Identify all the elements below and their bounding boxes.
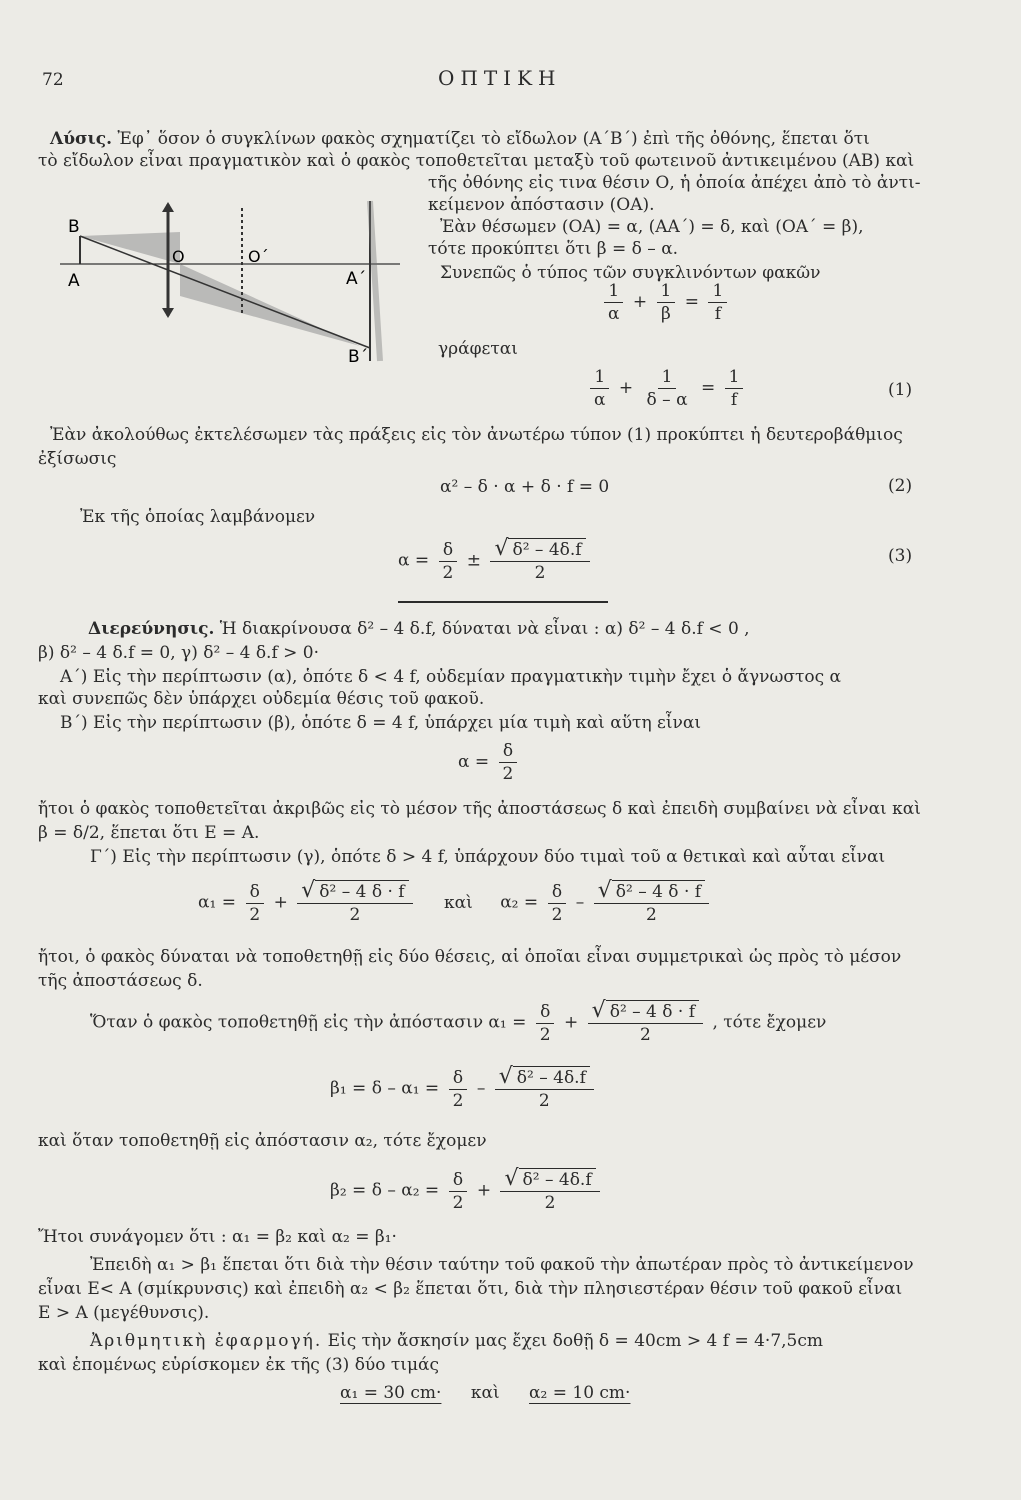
lens-diagram — [60, 196, 410, 366]
grafetai-text: γράφεται — [438, 339, 518, 359]
ray-line — [80, 236, 370, 348]
discussion-line-4: καὶ συνεπῶς δὲν ὑπάρχει οὐδεμία θέσις τοῦ φακοῦ. — [38, 689, 485, 709]
discussion-line-12: καὶ ὅταν τοποθετηθῇ εἰς ἀπόστασιν α₂, τότε ἔχομεν — [38, 1131, 487, 1151]
equation-2: α² – δ · α + δ · f = 0 — [440, 477, 610, 497]
equation-1: $\frac{1}{\alpha}$ + $\frac{1}{\delta - \alpha}$ = $\frac{1}{f}$ — [586, 366, 747, 411]
discussion-line-13: Ἤτοι συνάγομεν ὅτι : α₁ = β₂ καὶ α₂ = β₁· — [38, 1227, 397, 1247]
discussion-line-16: Ε > Α (μεγέθυνσις). — [38, 1303, 210, 1323]
solution-line-9: ἐξίσωσις — [38, 449, 117, 469]
discussion-line-10: τῆς ἀποστάσεως δ. — [38, 971, 203, 991]
discussion-line-8: Γ΄) Εἰς τὴν περίπτωσιν (γ), ὁπότε δ > 4 f, ὑπάρχουν δύο τιμαὶ τοῦ α θετικαὶ καὶ αὗται εἶναι — [90, 847, 886, 867]
equation-1-number: (1) — [888, 380, 913, 400]
discussion-line-9: ἤτοι, ὁ φακὸς δύναται νὰ τοποθετηθῇ εἰς δύο θέσεις, αἱ ὁποῖαι εἶναι συμμετρικαὶ ὡς πρὸς τὸ μέσον — [38, 947, 902, 967]
result-kai: καὶ — [470, 1383, 500, 1403]
equation-case-b: α = $\frac{\delta}{2}$ — [458, 740, 521, 785]
solution-line-3: τῆς ὀθόνης εἰς τινα θέσιν Ο, ἡ ὁποία ἀπέχει ἀπὸ τὸ ἀντι- — [428, 173, 921, 193]
result-a2: α₂ = 10 cm· — [529, 1383, 631, 1403]
discussion-line-2: β) δ² – 4 δ.f = 0, γ) δ² – 4 δ.f > 0· — [38, 643, 320, 663]
equation-3: α = $\frac{\delta}{2}$ ± $\frac{\text{√ δ² – 4δ.f}}{2}$ — [398, 538, 594, 584]
lens-bottom-arrow — [162, 308, 174, 318]
solution-line-6: τότε προκύπτει ὅτι β = δ – α. — [428, 239, 679, 259]
equation-2-number: (2) — [888, 476, 913, 496]
solution-line-7: Συνεπῶς ὁ τύπος τῶν συγκλινόντων φακῶν — [440, 263, 821, 283]
discussion-line-15: εἶναι Ε< Α (σμίκρυνσις) καὶ ἐπειδὴ α₂ < β₂ ἕπεται ὅτι, διὰ τὴν πλησιεστέραν θέσιν τοῦ φακοῦ εἶναι — [38, 1279, 903, 1299]
page-title: ΟΠΤΙΚΗ — [438, 66, 562, 90]
lens-formula: $\frac{1}{\alpha}$ + $\frac{1}{\beta}$ = $\frac{1}{f}$ — [600, 280, 731, 325]
label-A-prime: A΄ — [346, 269, 367, 289]
discussion-line-6: ἤτοι ὁ φακὸς τοποθετεῖται ἀκριβῶς εἰς τὸ μέσον τῆς ἀποστάσεως δ καὶ ἐπειδὴ συμβαίνει νὰ εἶναι καὶ — [38, 799, 921, 819]
lens-top-arrow — [162, 202, 174, 212]
discussion-line-3: Α΄) Εἰς τὴν περίπτωσιν (α), ὁπότε δ < 4 f, οὐδεμίαν πραγματικὴν τιμὴν ἔχει ὁ ἄγνωστος α — [60, 667, 842, 687]
discussion-line-7: β = δ/2, ἕπεται ὅτι Ε = Α. — [38, 823, 260, 843]
discussion-line-11: Ὅταν ὁ φακὸς τοποθετηθῇ εἰς τὴν ἀπόστασιν α₁ = $\frac{\delta}{2}$ + $\frac{\text{√ δ² – 4 δ · f}}{2}$ , τότε ἔχομεν — [90, 998, 827, 1045]
discussion-line-1 — [88, 618, 750, 640]
solution-line-2: τὸ εἴδωλον εἶναι πραγματικὸν καὶ ὁ φακὸς τοποθετεῖται μεταξὺ τοῦ φωτεινοῦ ἀντικειμένου (ΑΒ) καὶ — [38, 151, 915, 171]
discussion-heading: Διερεύνησις. — [88, 619, 215, 639]
discussion-line-17 — [90, 1330, 823, 1352]
discussion-text: Ἡ διακρίνουσα δ² – 4 δ.f, δύναται νὰ εἶναι : α) δ² – 4 δ.f < 0 , — [219, 619, 750, 639]
solution-line-8: Ἐὰν ἀκολούθως ἐκτελέσωμεν τὰς πράξεις εἰς τὸν ἀνωτέρω τύπον (1) προκύπτει ἡ δευτεροβάθμιος — [50, 425, 903, 445]
label-O: O — [172, 247, 185, 266]
light-beam — [80, 232, 360, 346]
solution-line-10: Ἐκ τῆς ὁποίας λαμβάνομεν — [80, 507, 316, 527]
solution-heading: Λύσις. — [50, 129, 113, 149]
solution-text: Ἐφ᾿ ὅσον ὁ συγκλίνων φακὸς σχηματίζει τὸ εἴδωλον (Α΄Β΄) ἐπὶ τῆς ὀθόνης, ἕπεται ὅτι — [117, 129, 870, 149]
label-B: B — [68, 217, 80, 237]
label-B-prime: B΄ — [348, 347, 369, 366]
discussion-line-18: καὶ ἑπομένως εὑρίσκομεν ἐκ τῆς (3) δύο τιμάς — [38, 1355, 440, 1375]
label-O-prime: O΄ — [248, 247, 269, 266]
equation-a1-a2: α₁ = $\frac{\delta}{2}$ + $\frac{\text{√ δ² – 4 δ · f}}{2}$ καὶ α₂ = $\frac{\delta}{2}$ – $\frac{\text{√ δ² – 4 δ · f}}{2}$ — [198, 880, 713, 926]
page-number: 72 — [42, 70, 64, 90]
solution-line-4: κείμενον ἀπόστασιν (ΟΑ). — [428, 195, 655, 215]
numeric-text: Εἰς τὴν ἄσκησίν μας ἔχει δοθῇ δ = 40cm > 4 f = 4·7,5cm — [327, 1331, 823, 1351]
solution-line-5: Ἐὰν θέσωμεν (ΟΑ) = α, (ΑΑ΄) = δ, καὶ (ΟΑ΄ = β), — [440, 217, 864, 237]
discussion-line-5: Β΄) Εἰς τὴν περίπτωσιν (β), ὁπότε δ = 4 f, ὑπάρχει μία τιμὴ καὶ αὕτη εἶναι — [60, 713, 702, 733]
solution-line-1 — [50, 128, 870, 150]
final-results — [340, 1382, 630, 1404]
numeric-heading: Ἀριθμητικὴ ἐφαρμογή. — [90, 1331, 323, 1351]
label-A: A — [68, 271, 80, 291]
equation-b2: β₂ = δ – α₂ = $\frac{\delta}{2}$ + $\frac{\text{√ δ² – 4δ.f}}{2}$ — [330, 1168, 604, 1214]
screen-hatching — [370, 201, 380, 361]
equation-b1: β₁ = δ – α₁ = $\frac{\delta}{2}$ – $\frac{\text{√ δ² – 4δ.f}}{2}$ — [330, 1066, 598, 1112]
equation-3-number: (3) — [888, 546, 913, 566]
equation-underline — [398, 601, 608, 603]
discussion-line-14: Ἐπειδὴ α₁ > β₁ ἕπεται ὅτι διὰ τὴν θέσιν ταύτην τοῦ φακοῦ τὴν ἀπωτέραν πρὸς τὸ ἀντικείμενον — [90, 1255, 914, 1275]
result-a1: α₁ = 30 cm· — [340, 1383, 442, 1403]
